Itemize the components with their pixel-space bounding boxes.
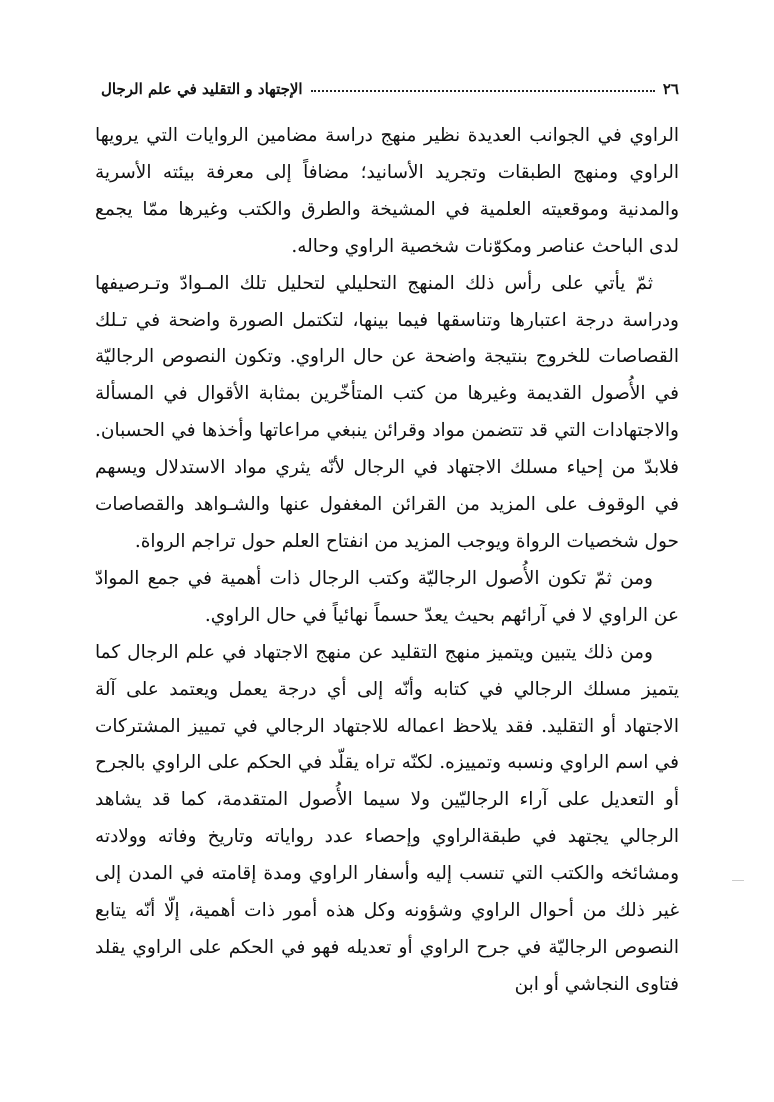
- page-number: ٢٦: [662, 80, 679, 98]
- paragraph-4: ومن ذلك يتبين ويتميز منهج التقليد عن منهج الاجتهاد في علم الرجال كما يتميز مسلك الرجالي في كتابه وأنّه إلى أي درجة يعمل ويعتمد على آلة الاجتهاد أو التقليد. فقد يلاحظ اعماله للاجتهاد الرجالي في تمييز المشتركات في اسم الراوي ونسبه وتمييزه. لكنّه تراه يقلّد في الحكم على الراوي بالجرح أو التعديل على آراء الرجاليّين ولا سيما الأُصول المتقدمة، كما قد يشاهد الرجالي يجتهد في طبقةالراوي وإحصاء عدد رواياته وتاريخ وفاته وولادته ومشائخه والكتب التي تنسب إليه وأسفار الراوي ومدة إقامته في المدن إلى غير ذلك من أحوال الراوي وشؤونه وكل هذه أمور ذات أهمية، إلّا أنّه يتابع النصوص الرجاليّة في جرح الراوي أو تعديله فهو في الحكم على الراوي يقلد فتاوى النجاشي أو ابن: [95, 641, 679, 995]
- paragraph-3: ومن ثمّ تكون الأُصول الرجاليّة وكتب الرجال ذات أهمية في جمع الموادّ عن الراوي لا في آرائهم بحيث يعدّ حسماً نهائياً في حال الراوي.: [95, 567, 679, 626]
- body-text: [95, 118, 679, 1004]
- running-title: الإجتهاد و التقليد في علم الرجال: [101, 80, 303, 98]
- paragraph-1: الراوي في الجوانب العديدة نظير منهج دراسة مضامين الروايات التي يرويها الراوي ومنهج الطبقات وتجريد الأسانيد؛ مضافاً إلى معرفة بيئته الأسرية والمدنية وموقعيته العلمية في المشيخة والطرق والكتب وغيرها ممّا يجمع لدى الباحث عناصر ومكوّنات شخصية الراوي وحاله.: [95, 125, 679, 257]
- scan-edge-mark: [732, 880, 744, 881]
- header-dotted-leader: [311, 89, 655, 92]
- paragraph-2: ثمّ يأتي على رأس ذلك المنهج التحليلي لتحليل تلك المـوادّ وتـرصيفها ودراسة درجة اعتبارها وتناسقها فيما بينها، لتكتمل الصورة واضحة في تـلك القصاصات للخروج بنتيجة واضحة عن حال الراوي. وتكون النصوص الرجاليّة في الأُصول القديمة وغيرها من كتب المتأخّرين بمثابة الأقوال في المسألة والاجتهادات التي قد تتضمن مواد وقرائن ينبغي مراعاتها وأخذها في الحسبان. فلابدّ من إحياء مسلك الاجتهاد في الرجال لأنّه يثري مواد الاستدلال ويسهم في الوقوف على المزيد من القرائن المغفول عنها والشـواهد والقصاصات حول شخصيات الرواة ويوجب المزيد من انفتاح العلم حول تراجم الرواة.: [95, 272, 679, 552]
- running-header: [101, 68, 679, 98]
